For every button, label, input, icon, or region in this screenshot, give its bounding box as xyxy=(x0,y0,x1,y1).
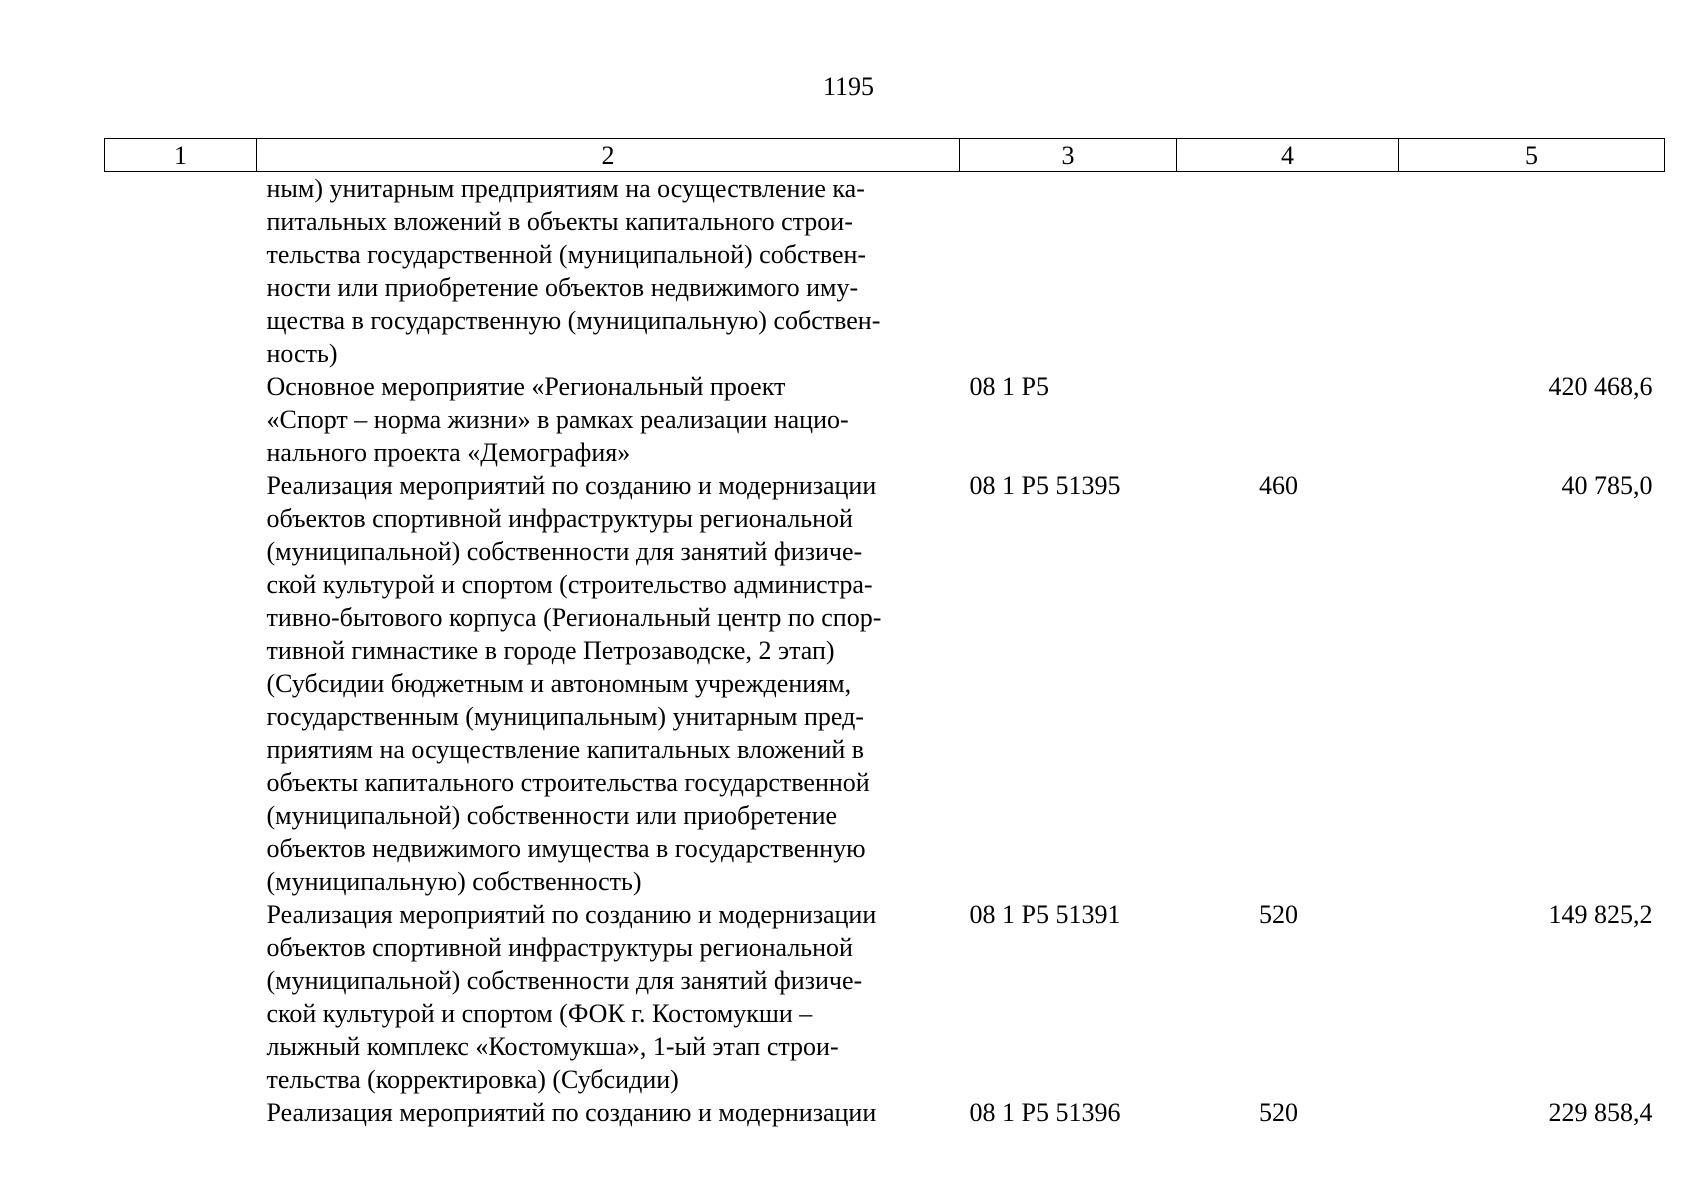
item-name-cell: Основное мероприятие «Региональный проект «Спорт – норма жизни» в рамках реализации нацио- нального проекта «Демография» xyxy=(266,372,849,467)
target-code-cell: 08 1 P5 51395 xyxy=(969,471,1121,500)
budget-table xyxy=(104,138,1665,1129)
table-row xyxy=(105,1096,1665,1129)
table-body xyxy=(105,172,1665,1130)
target-code-cell xyxy=(960,172,1177,371)
row-number-cell xyxy=(105,370,257,469)
amount-cell: 149 825,2 xyxy=(1548,900,1653,929)
target-code-cell: 08 1 P5 xyxy=(969,372,1049,401)
row-number-cell xyxy=(105,172,257,371)
header-row xyxy=(105,139,1665,172)
page-number: 1195 xyxy=(822,72,875,101)
expense-type-cell: 520 xyxy=(1259,1098,1298,1127)
expense-type-cell: 520 xyxy=(1259,900,1298,929)
row-number-cell xyxy=(105,898,257,1096)
table-row xyxy=(105,898,1665,1096)
item-name-cell: Реализация мероприятий по созданию и модернизации объектов спортивной инфраструктуры региональной (муниципальной) собственности для занятий физиче- ской культурой и спортом (строительство администра- тивно-бытового корпуса (Региональный центр по спор- тивной гимнастике в городе Петрозаводске, 2 этап) (Субсидии бюджетным и автономным учреждениям, государственным (муниципальным) унитарным пред- приятиям на осуществление капитальных вложений в объекты капитального строительства государственной (муниципальной) собственности или приобретение объектов недвижимого имущества в государственную (муниципальную) собственность) xyxy=(266,471,882,896)
item-name-cell: Реализация мероприятий по созданию и модернизации xyxy=(266,1098,877,1127)
row-number-cell xyxy=(105,1096,257,1129)
item-name-cell: ным) унитарным предприятиям на осуществление ка- питальных вложений в объекты капитального строи- тельства государственной (муниципальной) собствен- ности или приобретение объектов недвижимого иму- щества в государственную (муниципальную) собствен- ность) xyxy=(266,174,881,368)
column-header-3: 3 xyxy=(960,139,1177,172)
expense-type-cell: 460 xyxy=(1259,471,1298,500)
expense-type-cell xyxy=(1177,370,1399,469)
amount-cell xyxy=(1399,172,1665,371)
column-header-2: 2 xyxy=(257,139,960,172)
row-number-cell xyxy=(105,469,257,898)
target-code-cell: 08 1 P5 51391 xyxy=(969,900,1121,929)
amount-cell: 229 858,4 xyxy=(1548,1098,1653,1127)
table-header xyxy=(105,139,1665,172)
table-row xyxy=(105,370,1665,469)
table-row xyxy=(105,469,1665,898)
column-header-5: 5 xyxy=(1399,139,1665,172)
expense-type-cell xyxy=(1177,172,1399,371)
amount-cell: 420 468,6 xyxy=(1548,372,1653,401)
column-header-1: 1 xyxy=(105,139,257,172)
target-code-cell: 08 1 P5 51396 xyxy=(969,1098,1121,1127)
item-name-cell: Реализация мероприятий по созданию и модернизации объектов спортивной инфраструктуры региональной (муниципальной) собственности для занятий физиче- ской культурой и спортом (ФОК г. Костомукши – лыжный комплекс «Костомукша», 1-ый этап строи- тельства (корректировка) (Субсидии) xyxy=(266,900,877,1094)
column-header-4: 4 xyxy=(1177,139,1399,172)
table-row xyxy=(105,172,1665,371)
amount-cell: 40 785,0 xyxy=(1561,471,1653,500)
